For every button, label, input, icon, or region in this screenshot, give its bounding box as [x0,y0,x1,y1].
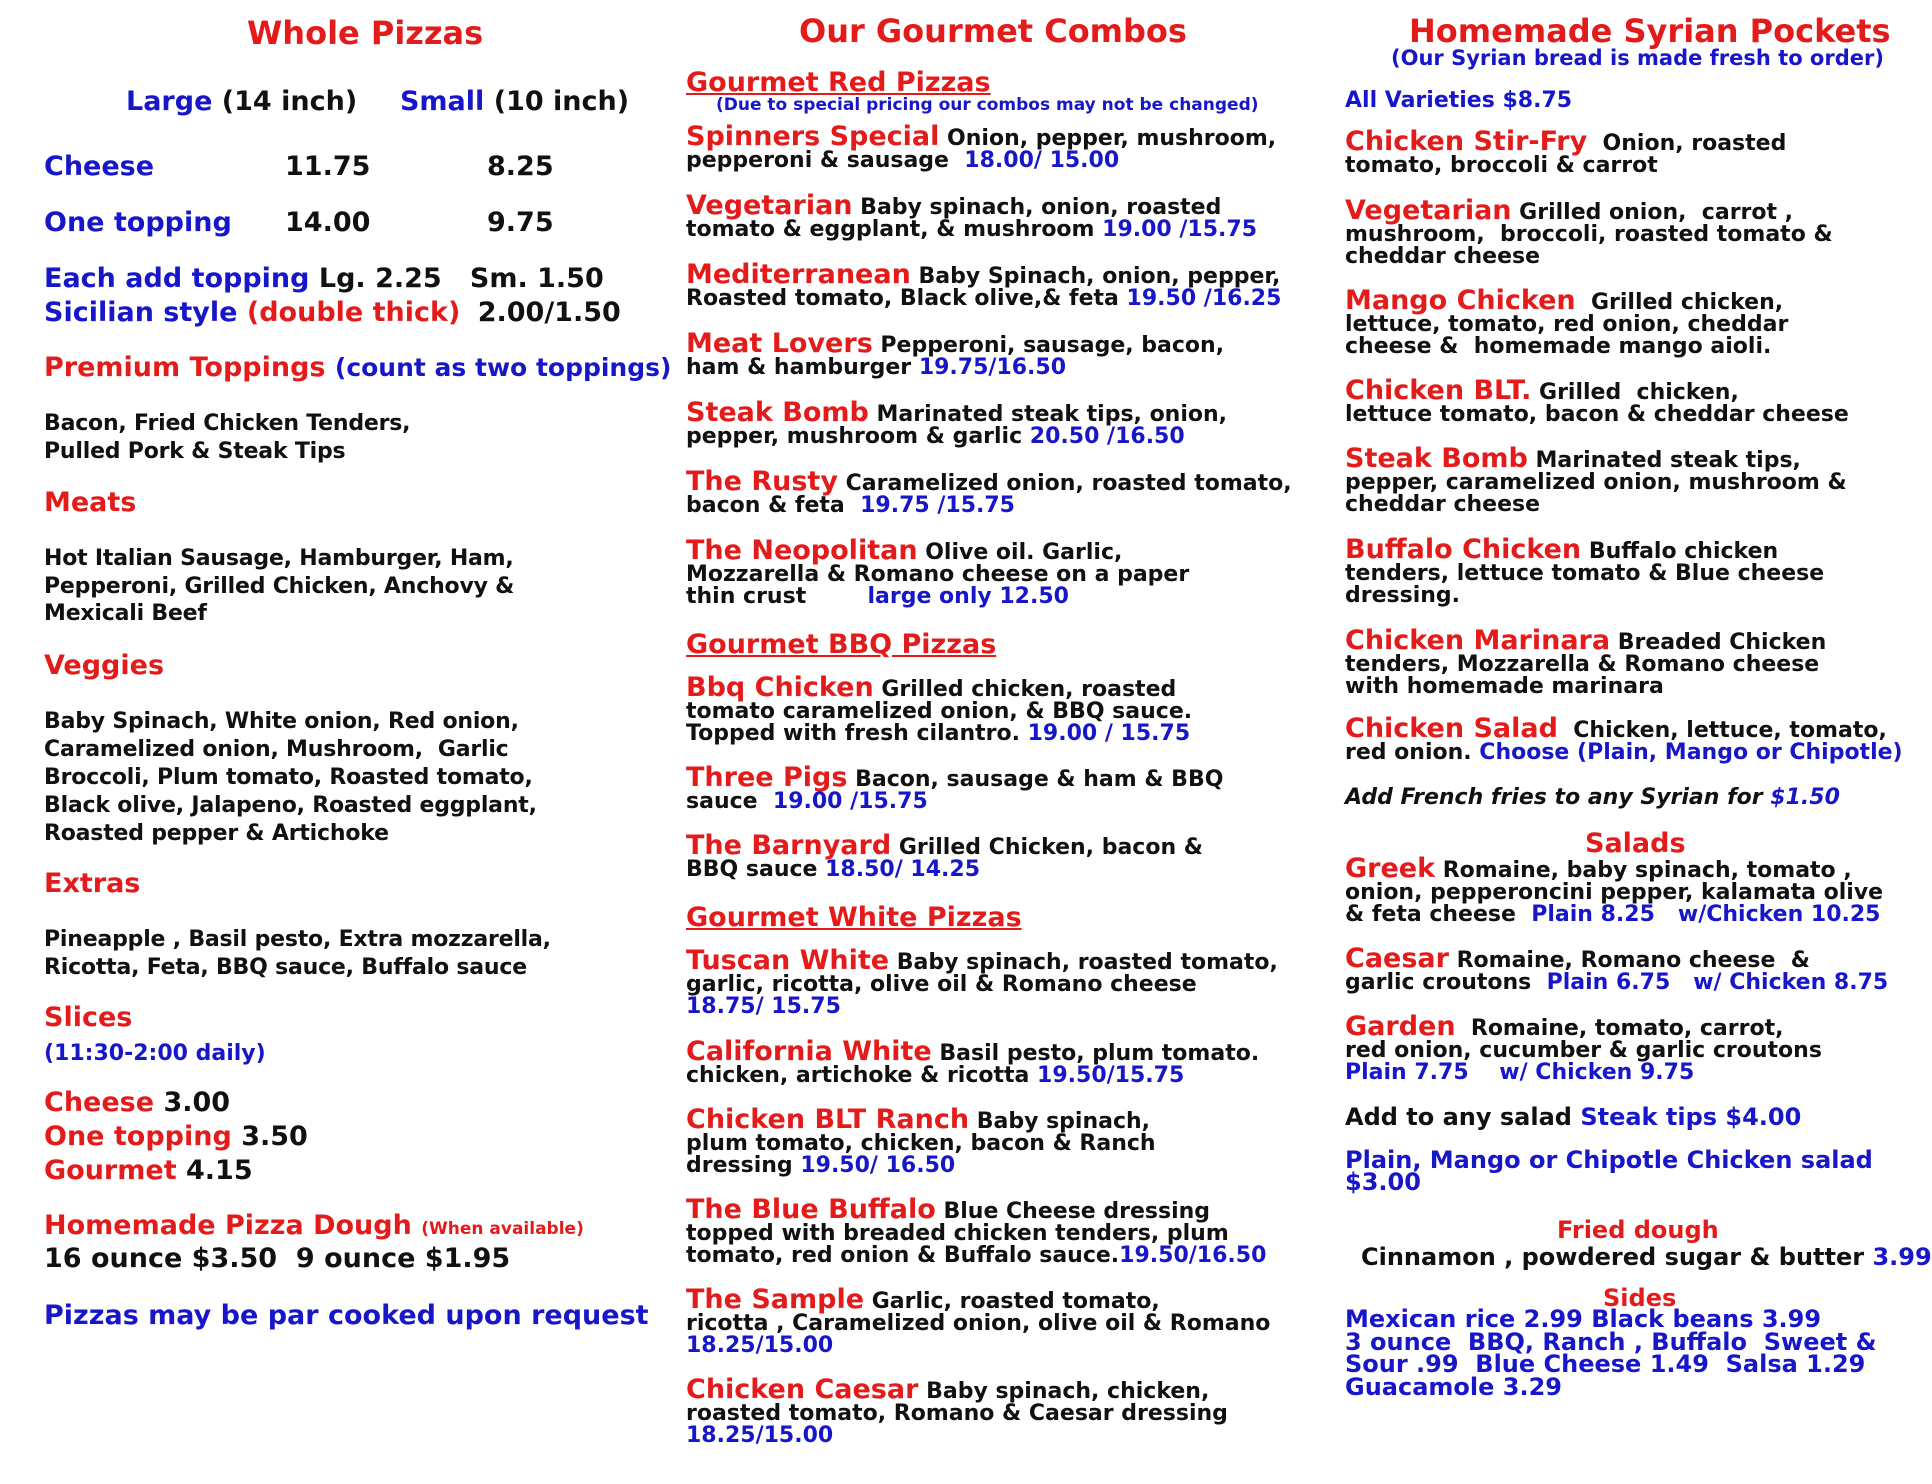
salad-item-greek [1345,853,1915,927]
size-small-detail: (10 inch) [493,86,630,117]
syrian-name: Chicken Stir-Fry [1345,126,1588,157]
syrian-item-buffalo-chicken [1345,534,1915,608]
salad-name: Caesar [1345,943,1449,974]
salad-price: Plain 7.75 w/ Chicken 9.75 [1345,1060,1695,1085]
slice-name: Cheese [44,1087,155,1118]
combo-price: large only 12.50 [852,584,1069,609]
par-cooked-note: Pizzas may be par cooked upon request [44,1300,649,1331]
gourmet-bbq-title: Gourmet BBQ Pizzas [686,629,997,660]
combo-desc: thin crust [686,584,853,609]
cheese-pizza-small-price: 8.25 [487,151,554,182]
syrian-desc: Breaded Chicken [1610,630,1827,655]
gourmet-combos-title: Our Gourmet Combos [799,12,1187,50]
combo-name: Spinners Special [686,121,940,152]
sicilian-row [44,297,621,328]
combo-name: Mediterranean [686,259,911,290]
fries-note: Add French fries to any Syrian for [1345,785,1763,810]
sicilian-price: 2.00/1.50 [477,297,621,328]
combo-name: The Barnyard [686,830,892,861]
combo-price: 18.75/ 15.75 [686,994,841,1019]
syrian-desc: tomato, broccoli & carrot [1345,153,1658,178]
salad-addon-row [1345,1103,1801,1131]
syrian-desc: with homemade marinara [1345,674,1664,699]
syrian-item-vegetarian [1345,195,1915,269]
syrian-desc: dressing. [1345,583,1461,608]
combo-name: Three Pigs [686,762,848,793]
combo-desc: Garlic, roasted tomato, [864,1289,1160,1314]
combo-item-the-blue-buffalo [686,1194,1286,1268]
combo-desc: sauce [686,789,758,814]
extras-line: Ricotta, Feta, BBQ sauce, Buffalo sauce [44,955,527,980]
size-header [126,86,629,117]
combo-desc: BBQ sauce [686,857,818,882]
combo-desc: bacon & feta [686,493,845,518]
combo-price: 19.50/ 16.50 [792,1153,956,1178]
gourmet-red-note: (Due to special pricing our combos may not be changed) [716,95,1259,115]
syrian-item-mango-chicken [1345,285,1915,359]
combo-item-spinners-special [686,121,1286,173]
combo-desc: pepper, mushroom & garlic [686,424,1023,449]
combo-desc: Roasted tomato, Black olive,& feta [686,286,1119,311]
veggies-line: Broccoli, Plum tomato, Roasted tomato, [44,765,533,790]
combo-desc: garlic, ricotta, olive oil & Romano cheese [686,972,1197,997]
premium-toppings-heading [44,352,671,383]
veggies-line: Baby Spinach, White onion, Red onion, [44,709,519,734]
add-topping-label: Each add topping [44,263,310,294]
slice-item [44,1120,308,1154]
combo-item-three-pigs [686,762,1286,814]
fries-note-row [1345,785,1840,810]
salad-item-garden [1345,1011,1915,1085]
syrian-desc: Grilled chicken, [1531,380,1739,405]
meats-list [44,545,514,628]
cheese-pizza-large-price: 11.75 [285,151,371,182]
premium-toppings-note: (count as two toppings) [334,353,672,382]
slices-hours: (11:30-2:00 daily) [44,1041,266,1066]
combo-item-california-white [686,1036,1286,1088]
syrian-desc: Grilled onion, carrot , [1511,200,1794,225]
combo-desc: topped with breaded chicken tenders, plum [686,1221,1229,1246]
combo-name: The Rusty [686,466,838,497]
meats-title: Meats [44,487,137,518]
salad-desc: red onion, cucumber & garlic croutons [1345,1038,1822,1063]
premium-toppings-line: Pulled Pork & Steak Tips [44,439,346,464]
syrian-name: Chicken BLT. [1345,375,1532,406]
syrian-name: Vegetarian [1345,195,1512,226]
extras-list [44,926,551,982]
combo-desc: Mozzarella & Romano cheese on a paper [686,562,1190,587]
slice-price: 4.15 [186,1155,253,1186]
slice-name: One topping [44,1121,232,1152]
combo-name: The Blue Buffalo [686,1194,936,1225]
combo-desc: Bacon, sausage & ham & BBQ [847,767,1224,792]
meats-line: Pepperoni, Grilled Chicken, Anchovy & [44,573,515,599]
syrian-name: Steak Bomb [1345,443,1528,474]
size-small-label: Small [399,86,485,117]
combo-desc: Topped with fresh cilantro. [686,721,1020,746]
veggies-line: Caramelized onion, Mushroom, Garlic [44,737,509,762]
premium-toppings-title: Premium Toppings [44,352,326,383]
combo-desc: Baby spinach, roasted tomato, [889,950,1278,975]
combo-name: The Neopolitan [686,535,918,566]
combo-desc: plum tomato, chicken, bacon & Ranch [686,1131,1156,1156]
combo-name: Vegetarian [686,190,853,221]
meats-line: Mexicali Beef [44,601,207,626]
slice-price: 3.00 [163,1087,231,1118]
veggies-title: Veggies [44,650,165,681]
combo-price: 19.75 /15.75 [844,493,1015,518]
combo-item-bbq-chicken [686,672,1286,746]
salad-name: Garden [1345,1011,1456,1042]
combo-price: 19.75/16.50 [911,355,1067,380]
pizza-dough-title: Homemade Pizza Dough [44,1210,412,1241]
combo-name: Bbq Chicken [686,672,874,703]
combo-name: Meat Lovers [686,328,873,359]
salad-price: Plain 8.25 w/Chicken 10.25 [1515,902,1881,927]
syrian-desc: red onion. [1345,740,1472,765]
combo-desc: Marinated steak tips, onion, [868,402,1228,427]
slice-item [44,1086,308,1120]
meats-line: Hot Italian Sausage, Hamburger, Ham, [44,546,514,571]
combo-desc: roasted tomato, Romano & Caesar dressing [686,1401,1228,1426]
cheese-pizza-label: Cheese [44,151,155,182]
combo-item-the-rusty [686,466,1292,518]
slice-price: 3.50 [241,1121,308,1152]
syrian-desc: lettuce tomato, bacon & cheddar cheese [1345,402,1849,427]
salad-desc: Romaine, baby spinach, tomato , [1435,858,1852,883]
combo-item-meat-lovers [686,328,1286,380]
fried-dough-price: 3.99 [1864,1243,1932,1271]
combo-price: 19.50/15.75 [1029,1063,1185,1088]
combo-desc: Baby spinach, onion, roasted [852,195,1222,220]
syrian-desc: mushroom, broccoli, roasted tomato & [1345,222,1833,247]
salad-price: Plain 6.75 w/ Chicken 8.75 [1531,970,1889,995]
size-large-label: Large [126,86,213,117]
combo-name: Chicken BLT Ranch [686,1104,970,1135]
combo-desc: Baby spinach, [969,1109,1151,1134]
sides-line: Mexican rice 2.99 Black beans 3.99 [1345,1305,1822,1333]
salad-desc: Romaine, tomato, carrot, [1455,1016,1784,1041]
chicken-salad-addon-price: $3.00 [1345,1168,1421,1196]
syrian-desc: Marinated steak tips, [1527,448,1801,473]
syrian-desc: cheddar cheese [1345,244,1541,269]
combo-item-vegetarian [686,190,1286,242]
slice-item [44,1154,308,1188]
sides-line: Guacamole 3.29 [1345,1372,1562,1401]
combo-desc: tomato caramelized onion, & BBQ sauce. [686,699,1193,724]
combo-name: Steak Bomb [686,397,869,428]
combo-price: 18.00/ 15.00 [948,148,1120,173]
combo-price: 19.00 / 15.75 [1019,721,1191,746]
salad-desc: & feta cheese [1345,902,1516,927]
salad-desc: onion, pepperoncini pepper, kalamata olive [1345,880,1884,905]
syrian-name: Chicken Salad [1345,713,1558,744]
chicken-salad-addon [1345,1146,1873,1196]
syrian-desc: cheddar cheese [1345,492,1541,517]
combo-desc: ricotta , Caramelized onion, olive oil & Romano [686,1311,1271,1336]
salad-desc: Romaine, Romano cheese & [1448,948,1810,973]
pizza-dough-prices: 16 ounce $3.50 9 ounce $1.95 [44,1243,511,1274]
combo-desc: dressing [686,1153,793,1178]
add-topping-row [44,263,604,294]
whole-pizzas-title: Whole Pizzas [247,14,484,52]
salad-addon-label: Add to any salad [1345,1103,1572,1131]
combo-desc: Baby spinach, chicken, [918,1379,1210,1404]
syrian-desc: pepper, caramelized onion, mushroom & [1345,470,1847,495]
syrian-item-chicken-blt [1345,375,1915,427]
combo-item-the-sample [686,1284,1286,1358]
sides-line: 3 ounce BBQ, Ranch , Buffalo Sweet & [1345,1327,1877,1356]
combo-desc: tomato & eggplant, & mushroom [686,217,1095,242]
combo-item-chicken-blt-ranch [686,1104,1286,1178]
syrian-desc: tenders, lettuce tomato & Blue cheese [1345,561,1825,586]
syrian-desc: Onion, roasted [1587,131,1787,156]
one-topping-pizza-label: One topping [44,207,232,238]
combo-name: California White [686,1036,932,1067]
chicken-salad-addon-line: Plain, Mango or Chipotle Chicken salad [1345,1146,1873,1174]
syrian-name: Buffalo Chicken [1345,534,1582,565]
fried-dough-title: Fried dough [1557,1216,1719,1244]
combo-desc: Baby Spinach, onion, pepper, [910,264,1281,289]
one-topping-small-price: 9.75 [487,207,554,238]
combo-name: The Sample [686,1284,865,1315]
syrian-desc: Chicken, lettuce, tomato, [1557,718,1887,743]
combo-desc: Blue Cheese dressing [935,1199,1211,1224]
sicilian-note: (double thick) [246,297,461,328]
syrian-item-chicken-stir-fry [1345,126,1915,178]
combo-desc: Basil pesto, plum tomato. [931,1041,1260,1066]
combo-price: 18.25/15.00 [686,1333,834,1358]
sides-list [1345,1305,1877,1401]
combo-item-tuscan-white [686,945,1286,1019]
combo-price: 20.50 /16.50 [1022,424,1185,449]
syrian-name: Chicken Marinara [1345,625,1611,656]
combo-item-chicken-caesar [686,1374,1286,1448]
combo-item-the-neopolitan [686,535,1286,609]
size-large-detail: (14 inch) [221,86,358,117]
syrian-item-steak-bomb [1345,443,1915,517]
syrian-desc: cheese & homemade mango aioli. [1345,334,1772,359]
combo-desc: pepperoni & sausage [686,148,949,173]
combo-item-steak-bomb [686,397,1286,449]
premium-toppings-line: Bacon, Fried Chicken Tenders, [44,411,411,436]
combo-price: 19.50 /16.25 [1118,286,1282,311]
syrian-pockets-subtitle: (Our Syrian bread is made fresh to order) [1391,46,1884,70]
combo-desc: Caramelized onion, roasted tomato, [837,471,1292,496]
fried-dough-desc: Cinnamon , powdered sugar & butter [1361,1243,1865,1271]
salad-item-caesar [1345,943,1915,995]
syrian-choose-note: Choose (Plain, Mango or Chipotle) [1471,740,1903,765]
syrian-pockets-title: Homemade Syrian Pockets [1409,12,1891,50]
fries-price: $1.50 [1762,785,1840,810]
slice-name: Gourmet [44,1155,177,1186]
salad-name: Greek [1345,853,1436,884]
combo-price: 18.25/15.00 [686,1423,834,1448]
syrian-item-chicken-salad [1345,713,1915,765]
combo-desc: Onion, pepper, mushroom, [939,126,1277,151]
syrian-name: Mango Chicken [1345,285,1576,316]
combo-item-the-barnyard [686,830,1286,882]
syrian-item-chicken-marinara [1345,625,1915,699]
combo-desc: tomato, red onion & Buffalo sauce. [686,1243,1120,1268]
one-topping-large-price: 14.00 [285,207,371,238]
combo-price: 19.50/16.50 [1119,1243,1267,1268]
syrian-desc: Grilled chicken, [1575,290,1784,315]
syrian-all-varieties-price: All Varieties $8.75 [1345,88,1573,113]
sides-title: Sides [1603,1284,1677,1312]
combo-price: 19.00 /15.75 [1094,217,1258,242]
syrian-desc: Buffalo chicken [1581,539,1779,564]
salad-desc: garlic croutons [1345,970,1532,995]
sides-line: Sour .99 Blue Cheese 1.49 Salsa 1.29 [1345,1350,1866,1378]
combo-name: Chicken Caesar [686,1374,919,1405]
combo-desc: Grilled Chicken, bacon & [891,835,1203,860]
extras-title: Extras [44,868,141,899]
syrian-desc: lettuce, tomato, red onion, cheddar [1345,312,1789,337]
add-topping-prices: Lg. 2.25 Sm. 1.50 [318,263,604,294]
combo-item-mediterranean [686,259,1286,311]
veggies-line: Black olive, Jalapeno, Roasted eggplant, [44,793,537,818]
gourmet-red-title: Gourmet Red Pizzas [686,67,991,98]
slices-list [44,1086,308,1188]
veggies-list [44,708,537,848]
veggies-line: Roasted pepper & Artichoke [44,821,389,846]
combo-price: 18.50/ 14.25 [817,857,980,882]
gourmet-white-title: Gourmet White Pizzas [686,902,1022,933]
combo-desc: chicken, artichoke & ricotta [686,1063,1030,1088]
pizza-dough-note: (When available) [421,1219,584,1239]
combo-desc: Olive oil. Garlic, [917,540,1123,565]
premium-toppings-list [44,410,410,466]
salad-addon-price: Steak tips $4.00 [1571,1103,1802,1131]
combo-desc: ham & hamburger [686,355,912,380]
sicilian-label: Sicilian style [44,297,238,328]
combo-desc: Pepperoni, sausage, bacon, [872,333,1225,358]
fried-dough-row [1361,1243,1932,1271]
combo-desc: Grilled chicken, roasted [873,677,1177,702]
combo-name: Tuscan White [686,945,890,976]
syrian-desc: tenders, Mozzarella & Romano cheese [1345,652,1820,677]
salads-title: Salads [1585,828,1686,859]
combo-price: 19.00 /15.75 [757,789,928,814]
pizza-dough-heading [44,1210,584,1241]
slices-title: Slices [44,1002,133,1033]
extras-line: Pineapple , Basil pesto, Extra mozzarella, [44,927,551,952]
